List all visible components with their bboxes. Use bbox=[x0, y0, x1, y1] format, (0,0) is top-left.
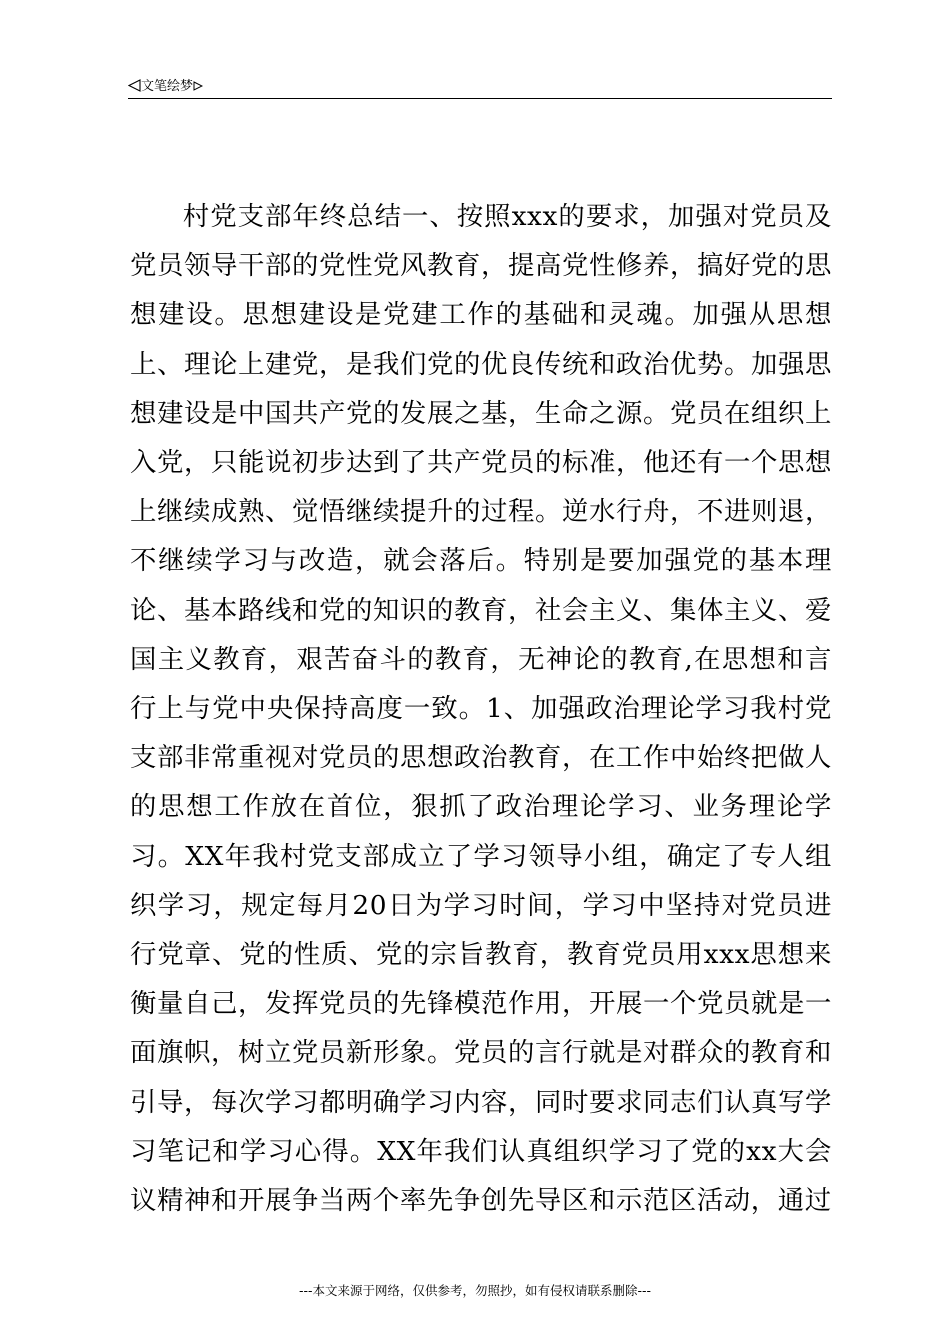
header-title-group bbox=[128, 75, 203, 94]
body-paragraph: 村党支部年终总结一、按照xxx的要求，加强对党员及党员领导干部的党性党风教育，提高党性修养，搞好党的思想建设。思想建设是党建工作的基础和灵魂。加强从思想上、理论上建党，是我们党的优良传统和政治优势。加强思想建设是中国共产党的发展之基，生命之源。党员在组织上入党，只能说初步达到了共产党员的标准，他还有一个思想上继续成熟、觉悟继续提升的过程。逆水行舟，不进则退，不继续学习与改造，就会落后。特别是要加强党的基本理论、基本路线和党的知识的教育，社会主义、集体主义、爱国主义教育，艰苦奋斗的教育，无神论的教育,在思想和言行上与党中央保持高度一致。1、加强政治理论学习我村党支部非常重视对党员的思想政治教育，在工作中始终把做人的思想工作放在首位，狠抓了政治理论学习、业务理论学习。XX年我村党支部成立了学习领导小组，确定了专人组织学习，规定每月20日为学习时间，学习中坚持对党员进行党章、党的性质、党的宗旨教育，教育党员用xxx思想来衡量自己，发挥党员的先锋模范作用，开展一个党员就是一面旗帜，树立党员新形象。党员的言行就是对群众的教育和引导，每次学习都明确学习内容，同时要求同志们认真写学习笔记和学习心得。XX年我们认真组织学习了党的xx大会议精神和开展争当两个率先争创先导区和示范区活动，通过 bbox=[130, 201, 832, 1217]
header-title: 文笔绘梦 bbox=[141, 79, 194, 94]
triangle-left-outline-icon bbox=[128, 79, 141, 92]
footer-notice: ---本文来源于网络，仅供参考，勿照抄，如有侵权请联系删除--- bbox=[298, 1283, 652, 1298]
triangle-right-outline-icon bbox=[193, 81, 203, 91]
page-header bbox=[128, 72, 832, 99]
